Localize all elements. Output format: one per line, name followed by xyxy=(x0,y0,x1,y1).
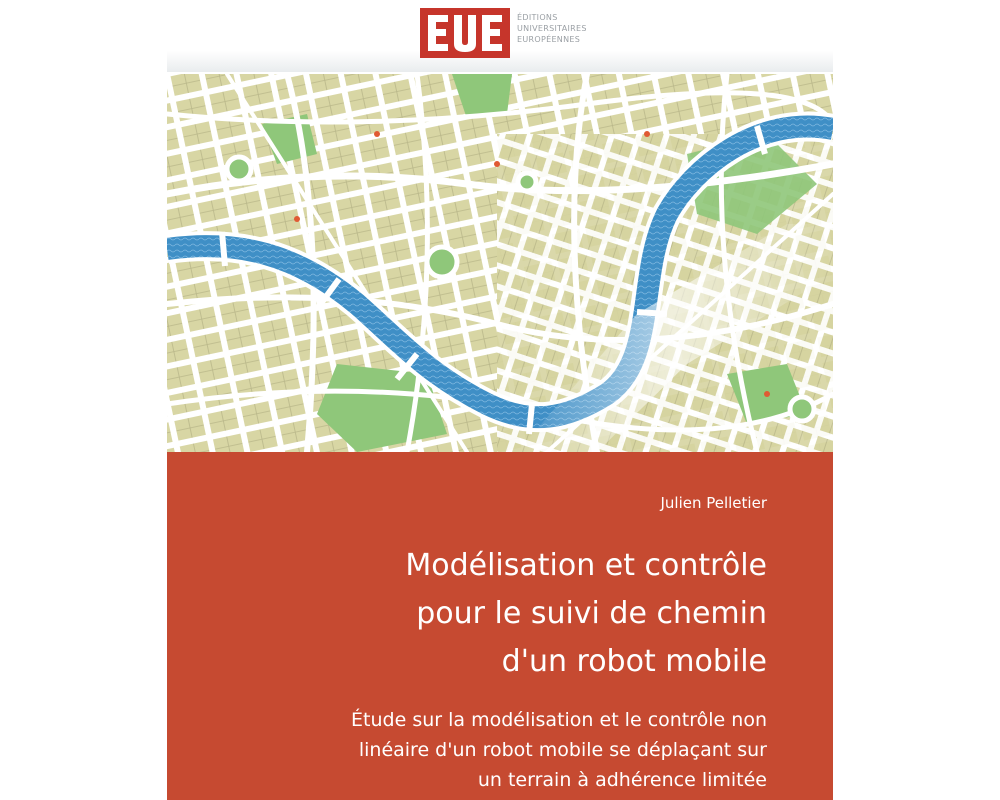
book-subtitle xyxy=(207,705,767,795)
book-title xyxy=(207,542,767,686)
title-line: Modélisation et contrôle xyxy=(405,548,767,583)
cover-illustration xyxy=(167,74,833,452)
publisher-line: ÉDITIONS xyxy=(517,13,558,22)
author-name: Julien Pelletier xyxy=(660,494,767,512)
subtitle-line: linéaire d'un robot mobile se déplaçant sur xyxy=(358,739,767,761)
city-street-map-icon xyxy=(167,74,833,452)
title-line: d'un robot mobile xyxy=(501,644,767,679)
subtitle-line: Étude sur la modélisation et le contrôle non xyxy=(351,709,767,731)
title-line: pour le suivi de chemin xyxy=(416,596,767,631)
publisher-logo-icon xyxy=(420,8,510,58)
subtitle-line: un terrain à adhérence limitée xyxy=(477,769,767,791)
publisher-line: UNIVERSITAIRES xyxy=(517,24,587,33)
book-cover xyxy=(167,0,833,800)
cover-title-band xyxy=(167,452,833,800)
cover-header xyxy=(167,0,833,72)
publisher-name xyxy=(517,12,637,45)
publisher-line: EUROPÉENNES xyxy=(517,35,581,44)
